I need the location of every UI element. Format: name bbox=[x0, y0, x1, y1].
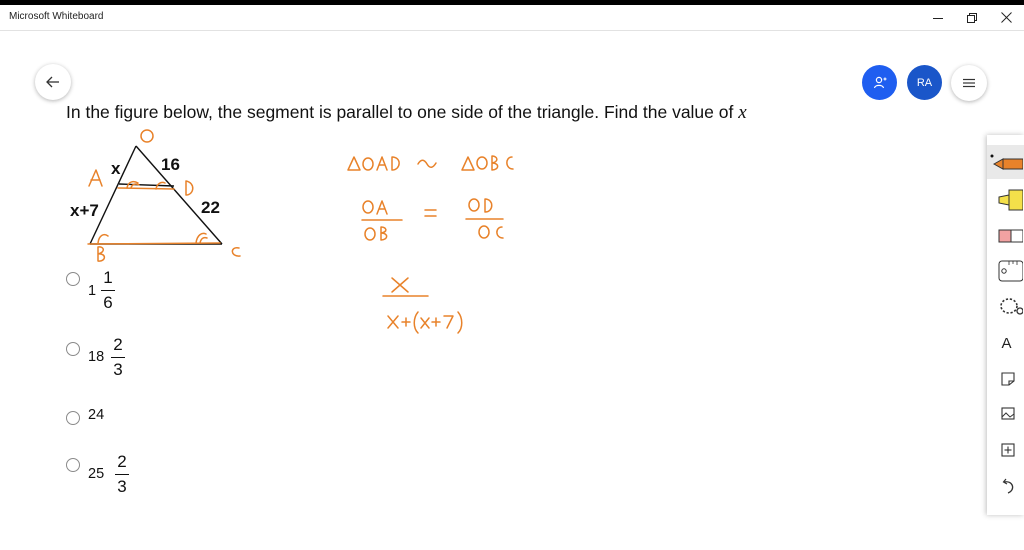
eraser-icon bbox=[989, 226, 1023, 246]
question-body: In the figure below, the segment is parallel to one side of the triangle. Find the value of bbox=[66, 102, 734, 122]
option-2-numerator: 2 bbox=[113, 335, 123, 354]
option-1-whole: 1 bbox=[88, 283, 97, 299]
option-4-whole: 25 bbox=[88, 466, 105, 482]
figure-label-x: x bbox=[111, 159, 121, 178]
question-variable: x bbox=[738, 102, 747, 123]
option-2-whole: 18 bbox=[88, 349, 105, 365]
app-title: Microsoft Whiteboard bbox=[9, 11, 104, 22]
text-icon: A bbox=[1001, 334, 1012, 352]
lasso-tool[interactable] bbox=[987, 290, 1024, 324]
option-2-denominator: 3 bbox=[113, 360, 123, 380]
pen-icon bbox=[989, 152, 1023, 172]
highlighter-icon bbox=[989, 187, 1023, 213]
eraser-tool[interactable] bbox=[987, 219, 1024, 253]
pen-tool[interactable] bbox=[987, 145, 1024, 179]
undo-icon bbox=[989, 476, 1023, 496]
ink-toolbar bbox=[987, 135, 1024, 515]
figure-label-22: 22 bbox=[201, 198, 220, 217]
figure-label-16: 16 bbox=[161, 155, 180, 174]
option-1-numerator: 1 bbox=[103, 268, 113, 287]
highlighter-tool[interactable] bbox=[987, 183, 1024, 217]
option-4-denominator: 3 bbox=[117, 477, 127, 497]
note-tool[interactable] bbox=[987, 362, 1024, 396]
ink-figure-annotations bbox=[88, 130, 240, 261]
figure-label-x-plus-7: x+7 bbox=[70, 201, 99, 220]
ruler-icon bbox=[989, 258, 1023, 284]
image-icon bbox=[989, 404, 1023, 424]
option-3-whole: 24 bbox=[88, 407, 105, 423]
ink-proportion bbox=[362, 199, 503, 240]
option-4-numerator: 2 bbox=[117, 452, 127, 471]
ink-working-fraction bbox=[383, 278, 462, 333]
lasso-icon bbox=[989, 294, 1023, 320]
text-tool[interactable] bbox=[987, 326, 1024, 360]
avatar[interactable]: RA bbox=[907, 65, 942, 100]
ink-similarity-statement bbox=[348, 156, 513, 170]
undo-tool[interactable] bbox=[987, 469, 1024, 503]
add-tool[interactable] bbox=[987, 433, 1024, 467]
plus-box-icon bbox=[989, 440, 1023, 460]
option-1-denominator: 6 bbox=[103, 293, 113, 313]
ruler-tool[interactable] bbox=[987, 254, 1024, 288]
sticky-note-icon bbox=[989, 369, 1023, 389]
image-tool[interactable] bbox=[987, 397, 1024, 431]
